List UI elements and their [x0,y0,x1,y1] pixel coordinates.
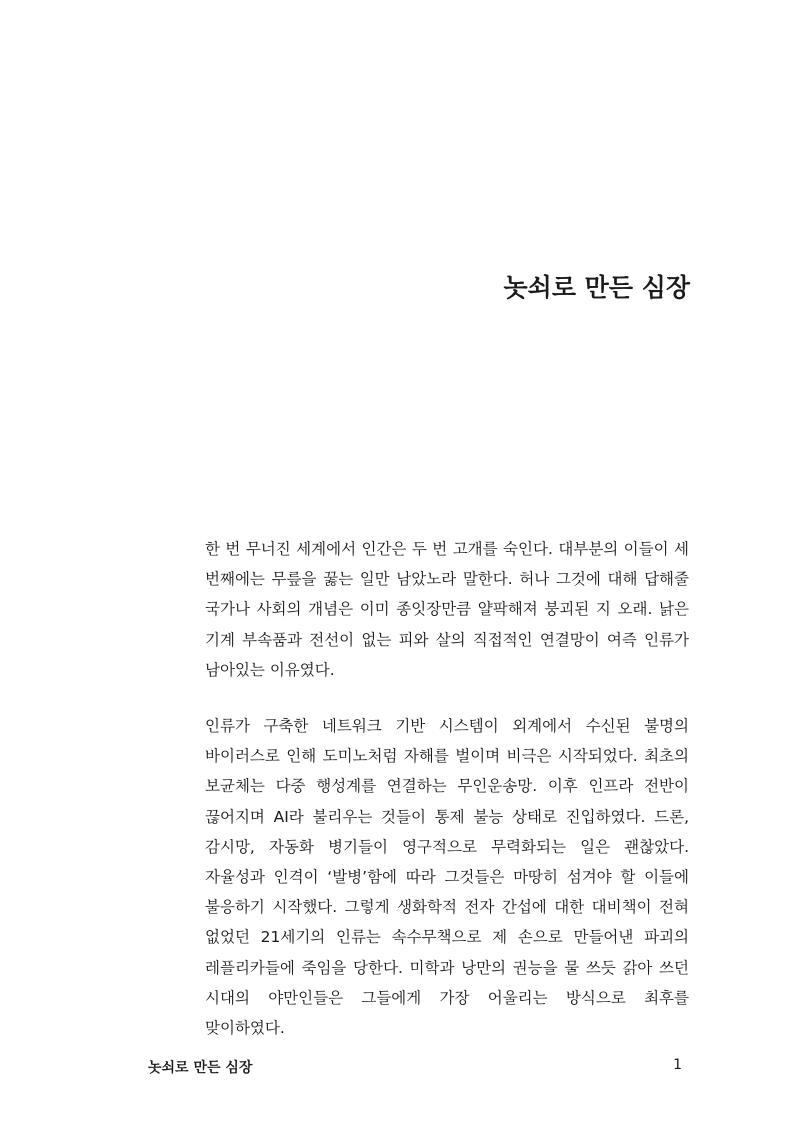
chapter-title: 놋쇠로 만든 심장 [503,273,690,302]
paragraph-2: 인류가 구축한 네트워크 기반 시스템이 외계에서 수신된 불명의 바이러스로 인해 도미노처럼 자해를 벌이며 비극은 시작되었다. 최초의 보균체는 다중 행성계를 연결하는 무인운송망. 이후 인프라 전반이 끊어지며 AI라 불리우는 것들이 통제 불능 상태로 진입하였다. 드론, 감시망, 자동화 병기들이 영구적으로 무력화되는 일은 괜찮았다. 자율성과 인격이 ‘발병’함에 따라 그것들은 마땅히 섬겨야 할 이들에 불응하기 시작했다. 그렇게 생화학적 전자 간섭에 대한 대비책이 전혀 없었던 21세기의 인류는 속수무책으로 제 손으로 만들어낸 파괴의 레플리카들에 죽임을 당한다. 미학과 낭만의 권능을 물 쓰듯 갉아 쓰던 시대의 야만인들은 그들에게 가장 어울리는 방식으로 최후를 맞이하였다. [205,717,689,1038]
body-text [205,534,689,1069]
footer-running-title: 놋쇠로 만든 심장 [148,1060,253,1076]
paragraph-1: 한 번 무너진 세계에서 인간은 두 번 고개를 숙인다. 대부분의 이들이 세 번째에는 무릎을 꿇는 일만 남았노라 말한다. 허나 그것에 대해 답해줄 국가나 사회의 개념은 이미 종잇장만큼 얄팍해져 붕괴된 지 오래. 낡은 기계 부속품과 전선이 없는 피와 살의 직접적인 연결망이 여즉 인류가 남아있는 이유였다. [205,540,689,679]
page-number: 1 [673,1057,682,1073]
